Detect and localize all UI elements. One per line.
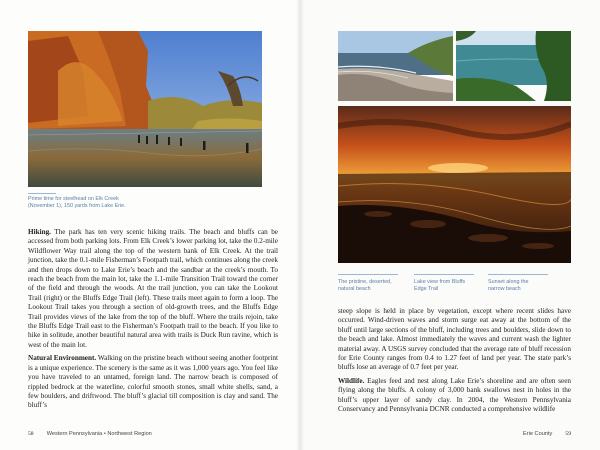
caption-line: Lake view from Bluffs xyxy=(414,279,466,285)
section-heading-hiking: Hiking. xyxy=(28,228,51,236)
caption-rule-1 xyxy=(338,274,398,275)
right-folio xyxy=(523,431,571,437)
paragraph-wildlife xyxy=(338,377,571,415)
deserted-beach-photo xyxy=(338,31,453,101)
caption-line: natural beach xyxy=(338,286,371,292)
caption-rule-3 xyxy=(488,274,548,275)
page-number: 59 xyxy=(565,431,571,437)
caption-pristine-beach xyxy=(338,279,410,293)
paragraph-bluff-recession xyxy=(338,307,571,373)
section-heading-natural-environment: Natural Environment. xyxy=(28,354,97,363)
caption-sunset xyxy=(488,279,560,293)
running-head: Western Pennsylvania • Northwest Region xyxy=(46,431,152,437)
caption-line: narrow beach xyxy=(488,286,521,292)
paragraph-text: steep slope is held in place by vegetation, except where recent slides have occurred. Wind-driven waves and storm surge eat away at the bottom of the bluff until large sections of the bluff, including trees and boulders, slide down to the beach and lake. Almost immediately the waves and current wash the lighter material away. A USGS survey concluded that the average rate of bluff recession for Erie County ranges from 0.4 to 1.27 feet of land per year. The state park’s bluffs lose an average of 0.7 feet per year. xyxy=(338,307,571,372)
caption-line: The pristine, deserted, xyxy=(338,279,392,285)
caption-line: Sunset along the xyxy=(488,279,529,285)
paragraph-text: The park has ten very scenic hiking trails. The beach and bluffs can be accessed from both parking lots. From Elk Creek’s lower parking lot, take the 0.2-mile Wildflower Way trail along the top of the western bank of Elk Creek. At the trail junction, take the 0.1-mile Fisherman’s Footpath trail, which continues along the creek and then drops down to Lake Erie’s beach and the sandbar at the creek’s mouth. To reach the beach from the main lot, take the 1.1-mile Transition Trail toward the corner of the field and through the woods. At the trail junction, you can take the Lookout Trail (right) or the Bluffs Edge Trail (left). These trails meet again to form a loop. The Lookout Trail takes you through a section of old-growth trees, and the Bluffs Edge Trail provides views of the lake from the top of the bluff. Where the trails rejoin, take the Bluffs Edge Trail east to the Fisherman’s Footpath trail to the beach. If you like to hike in solitude, another beautiful natural area with trails is Duck Run ravine, which is west of the main lot. xyxy=(28,228,278,349)
caption-rule-left xyxy=(28,193,56,194)
section-heading-wildlife: Wildlife. xyxy=(338,376,365,385)
left-body-text xyxy=(28,228,278,415)
paragraph-text: Eagles feed and nest along Lake Erie’s shoreline and are often seen flying along the bluffs. A colony of 3,000 bank swallows nest in holes in the bluff’s upper layer of sandy clay. In 2004, the Western Pennsylvania Conservancy and Pennsylvania DCNR conducted a comprehensive wildlife xyxy=(338,376,571,414)
left-folio xyxy=(28,431,152,437)
paragraph-hiking xyxy=(28,228,278,350)
caption-lake-view xyxy=(414,279,486,293)
paragraph-natural-environment xyxy=(28,354,278,410)
caption-rule-2 xyxy=(414,274,474,275)
caption-line: Edge Trail xyxy=(414,286,439,292)
elk-creek-photo xyxy=(28,31,262,187)
caption-line: (November 1), 150 yards from Lake Erie. xyxy=(28,203,126,209)
sunset-beach-photo xyxy=(338,106,571,263)
running-head: Erie County xyxy=(523,431,553,437)
caption-line: Prime time for steelhead on Elk Creek xyxy=(28,196,119,202)
right-body-text xyxy=(338,307,571,418)
page-gutter xyxy=(296,0,304,450)
caption-elk-creek xyxy=(28,196,168,210)
lake-view-photo xyxy=(456,31,571,101)
paragraph-text: Walking on the pristine beach without seeing another footprint is a unique experience. The scenery is the same as it was 1,000 years ago. You feel like you have traveled to an untamed, foreign land. The narrow beach is composed of rippled bedrock at the waterline, colorful smooth stones, small white shells, sand, a few boulders, and driftwood. The bluff’s glacial till composition is clay and sand. The bluff’s xyxy=(28,354,278,410)
page-number: 58 xyxy=(28,431,34,437)
